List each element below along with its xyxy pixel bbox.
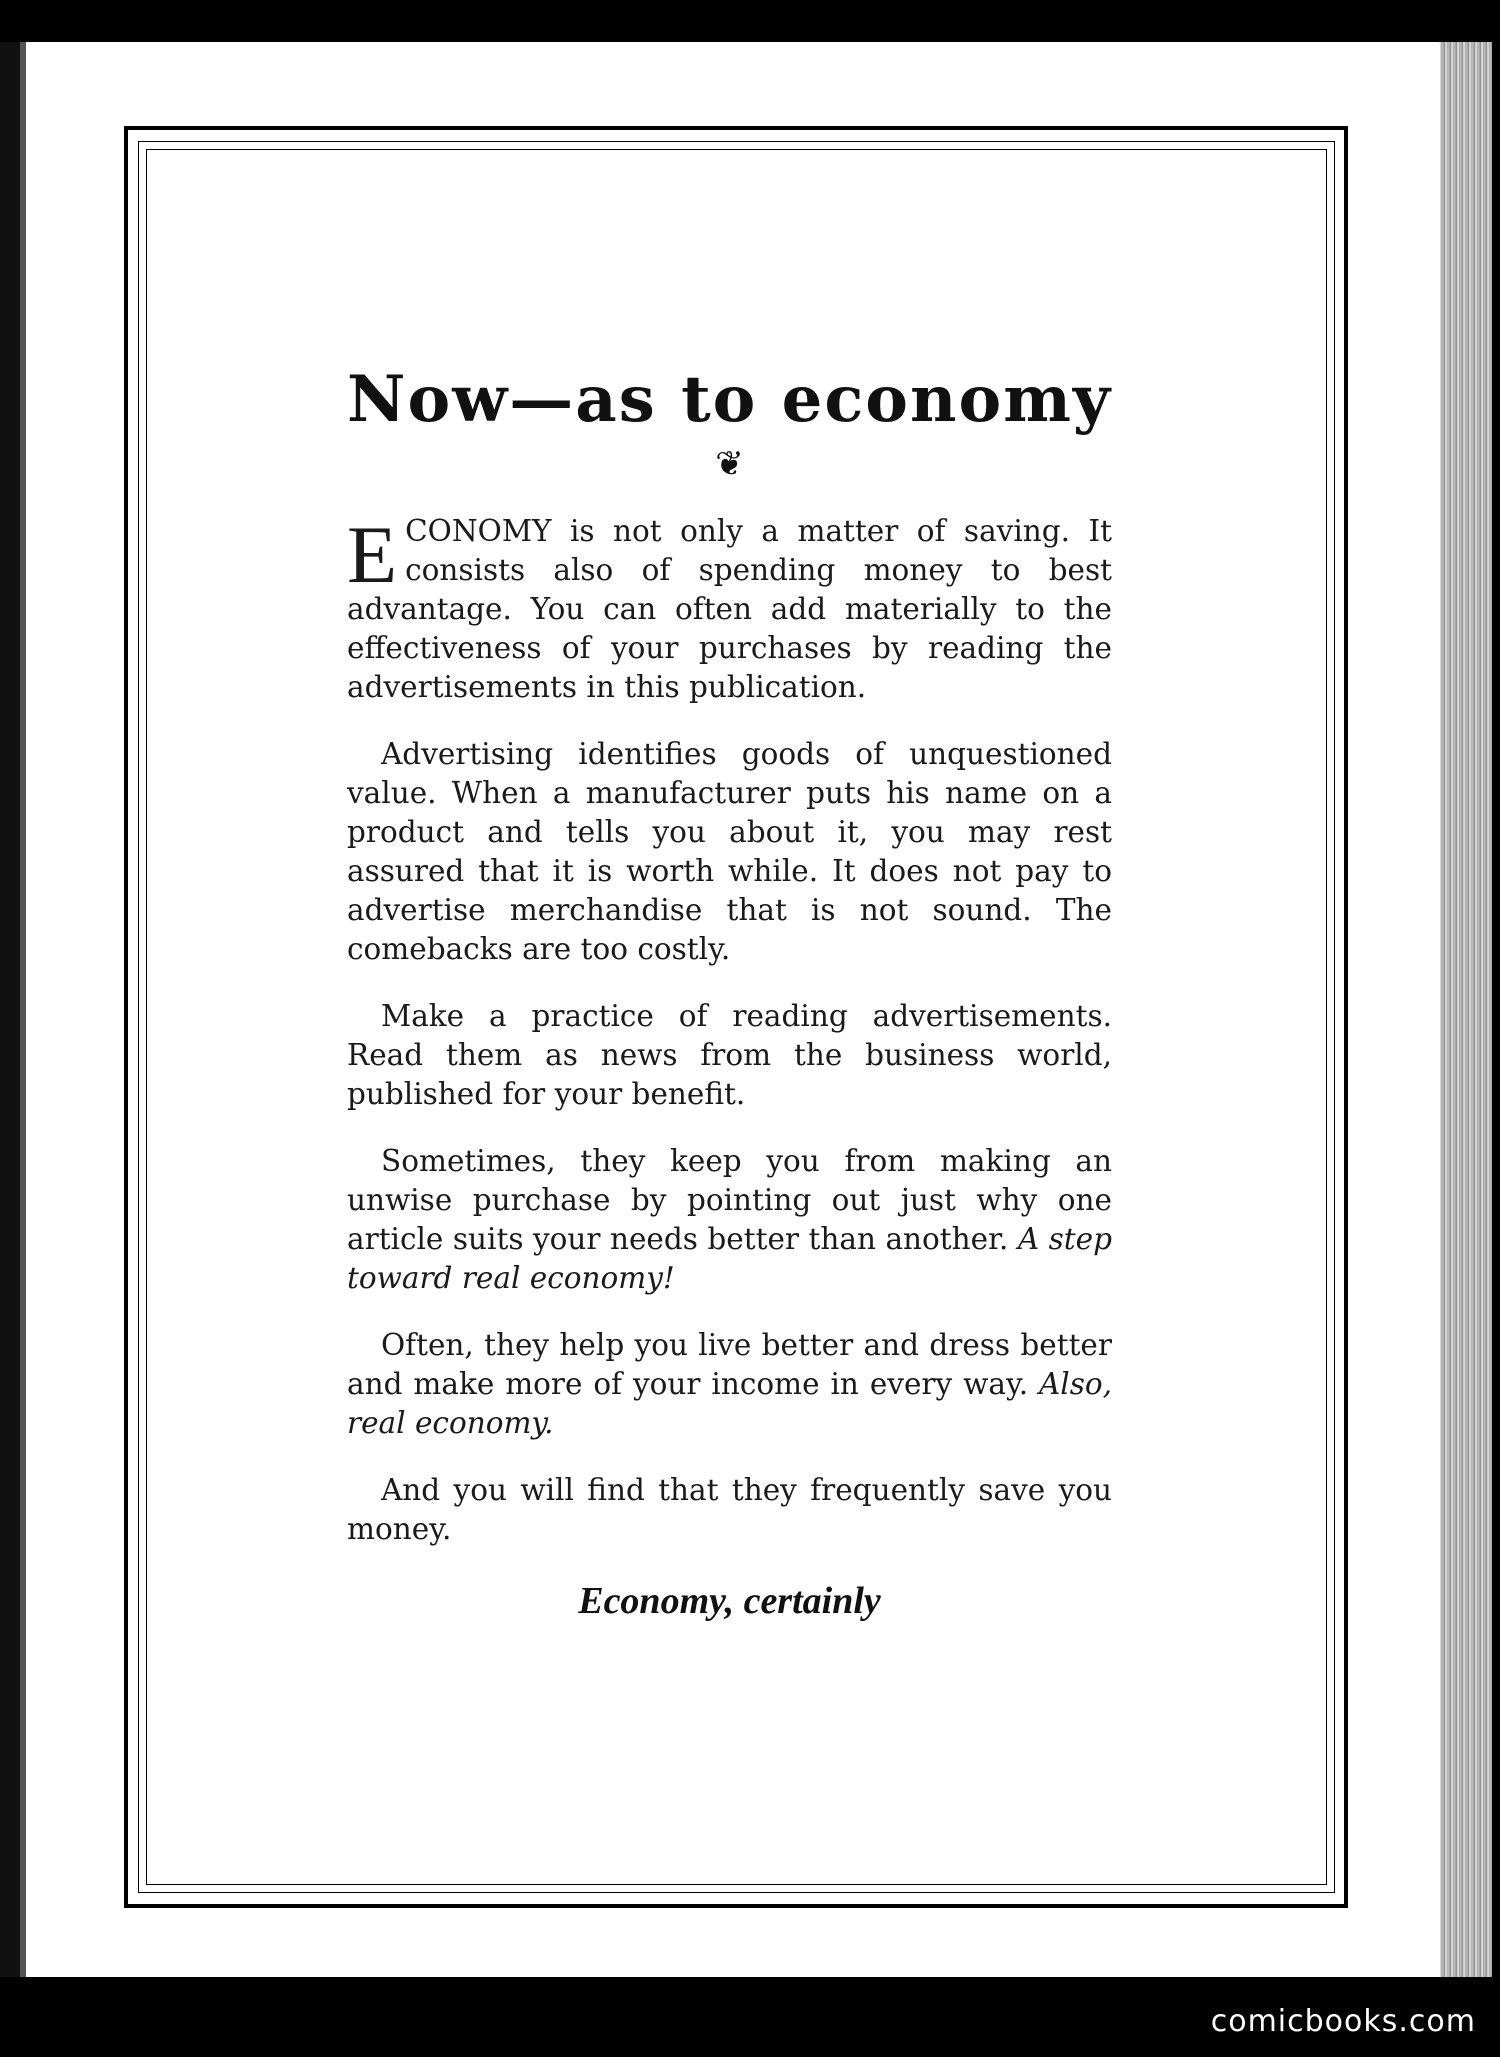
scan-top-border xyxy=(0,0,1500,42)
page-edges xyxy=(1440,42,1492,1977)
paragraph-4-text: Sometimes, they keep you from making an unwise purchase by pointing out just why one article suits your needs better than another. xyxy=(347,1144,1112,1256)
paragraph-3: Make a practice of reading advertisements. Read them as news from the business world, published for your benefit. xyxy=(347,999,1112,1111)
scan-left-binding xyxy=(0,42,26,1977)
paragraph-2: Advertising identifies goods of unquestioned value. When a manufacturer puts his name on a product and tells you about it, you may rest assured that it is worth while. It does not pay to advertise merchandise that is not sound. The comebacks are too costly. xyxy=(347,737,1112,966)
page-title: Now—as to economy xyxy=(347,362,1113,437)
ad-content xyxy=(347,360,1112,1623)
source-watermark: comicbooks.com xyxy=(1210,2004,1476,2039)
paragraph-5 xyxy=(347,1326,1112,1443)
paragraph-4 xyxy=(347,1142,1112,1298)
paragraph-4-emphasis: A step toward real economy! xyxy=(347,1222,1112,1295)
paragraph-6: And you will find that they frequently save you money. xyxy=(347,1473,1112,1546)
signoff-tagline: Economy, certainly xyxy=(578,1580,881,1622)
paragraph-5-emphasis: Also, real economy. xyxy=(347,1367,1112,1440)
paragraph-1-text: CONOMY is not only a matter of saving. It consists also of spending money to best advantage. You can often add materially to the effectiveness of your purchases by reading the advertisements in this publication. xyxy=(347,514,1112,704)
paragraph-5-text: Often, they help you live better and dress better and make more of your income in every way. xyxy=(347,1328,1112,1401)
drop-cap: E xyxy=(347,509,398,600)
paragraph-1 xyxy=(347,509,1112,707)
fleuron-ornament-icon: ❦ xyxy=(715,444,744,484)
